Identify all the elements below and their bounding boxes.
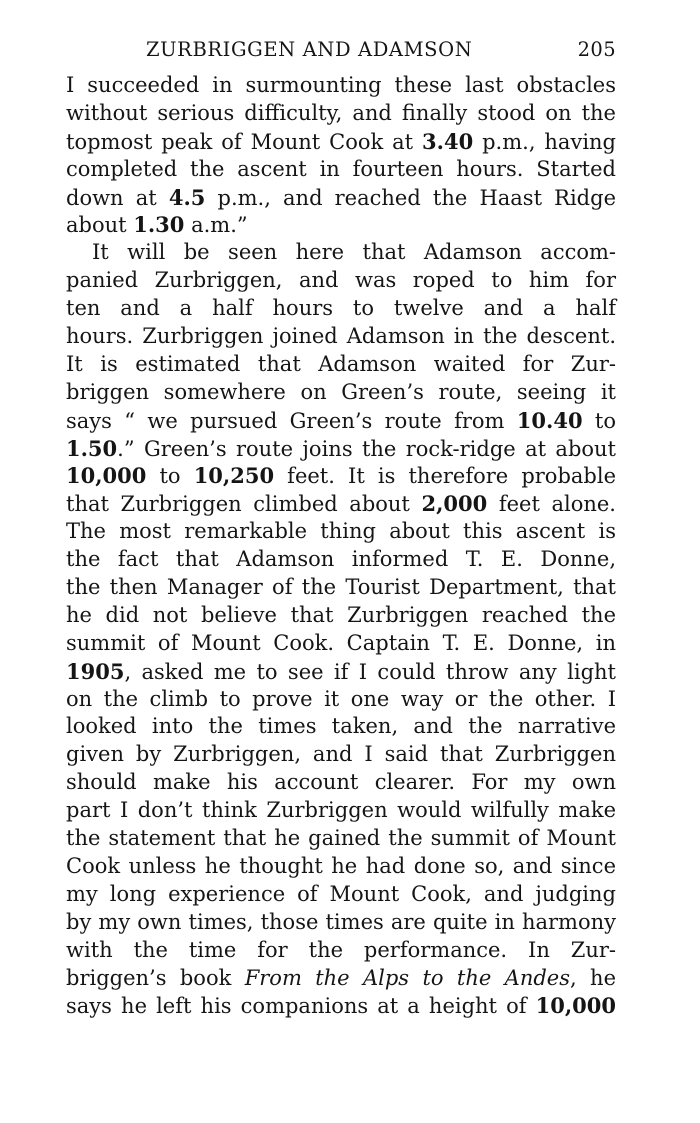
text-line: ten and a half hours to twelve and a half xyxy=(66,296,616,321)
text-line: briggen’s book From the Alps to the Andes, he xyxy=(66,965,616,990)
numeral: 1905 xyxy=(66,658,125,684)
numeral: 2,000 xyxy=(421,491,488,517)
text-line: my long experience of Mount Cook, and judging xyxy=(66,881,616,906)
body-text xyxy=(66,72,616,1020)
text-line: the fact that Adamson informed T. E. Donne, xyxy=(66,547,616,572)
text-line: summit of Mount Cook. Captain T. E. Donne, in xyxy=(66,630,616,655)
text-line: The most remarkable thing about this ascent is xyxy=(66,519,616,544)
numeral: 10,000 xyxy=(66,463,147,489)
text-line: should make his account clearer. For my own xyxy=(66,770,616,795)
text-line: hours. Zurbriggen joined Adamson in the descent. xyxy=(66,324,616,349)
text-line: on the climb to prove it one way or the other. I xyxy=(66,686,616,711)
text-line: without serious difficulty, and finally stood on the xyxy=(66,100,616,125)
text-line: completed the ascent in fourteen hours. Started xyxy=(66,156,616,181)
numeral: 10,250 xyxy=(193,463,275,489)
numeral: 10,000 xyxy=(535,993,616,1019)
text-line: given by Zurbriggen, and I said that Zurbriggen xyxy=(66,742,616,767)
text-line: It is estimated that Adamson waited for Zur- xyxy=(66,351,616,376)
text-line: 10,000 to 10,250 feet. It is therefore probable xyxy=(66,463,616,489)
paragraph-start-line: It will be seen here that Adamson accom- xyxy=(92,240,616,265)
text-line: looked into the times taken, and the narrative xyxy=(66,714,616,739)
text-line: Cook unless he thought he had done so, and since xyxy=(66,853,616,878)
page-number: 205 xyxy=(577,38,616,61)
running-head xyxy=(146,38,616,72)
text-line: he did not believe that Zurbriggen reached the xyxy=(66,602,616,627)
text-line: panied Zurbriggen, and was roped to him for xyxy=(66,268,616,293)
text-line: the then Manager of the Tourist Department, that xyxy=(66,575,616,600)
numeral: 10.40 xyxy=(516,407,583,433)
text-line: 1905, asked me to see if I could throw any light xyxy=(66,658,616,684)
numeral: 1.30 xyxy=(133,212,185,238)
numeral: 3.40 xyxy=(422,128,474,154)
text-line: 1.50.” Green’s route joins the rock-ridge at about xyxy=(66,435,616,461)
text-line: that Zurbriggen climbed about 2,000 feet alone. xyxy=(66,491,616,517)
text-line: briggen somewhere on Green’s route, seeing it xyxy=(66,379,616,404)
text-line: says “ we pursued Green’s route from 10.40 to xyxy=(66,407,616,433)
text-line: about 1.30 a.m.” xyxy=(66,212,248,238)
text-line: down at 4.5 p.m., and reached the Haast Ridge xyxy=(66,184,616,210)
text-line: says he left his companions at a height of 10,000 xyxy=(66,993,616,1019)
text-line: part I don’t think Zurbriggen would wilfully make xyxy=(66,798,616,823)
running-head-title: ZURBRIGGEN AND ADAMSON xyxy=(146,38,473,61)
text-line: by my own times, those times are quite in harmony xyxy=(66,909,616,934)
numeral: 4.5 xyxy=(168,184,206,210)
text-line: topmost peak of Mount Cook at 3.40 p.m., having xyxy=(66,128,617,154)
book-title: From the Alps to the Andes xyxy=(244,965,570,990)
text-line: with the time for the performance. In Zur- xyxy=(66,937,616,962)
numeral: 1.50 xyxy=(66,435,118,461)
text-line: I succeeded in surmounting these last obstacles xyxy=(66,73,616,97)
book-page xyxy=(66,38,616,1020)
text-line: the statement that he gained the summit of Mount xyxy=(66,826,616,851)
